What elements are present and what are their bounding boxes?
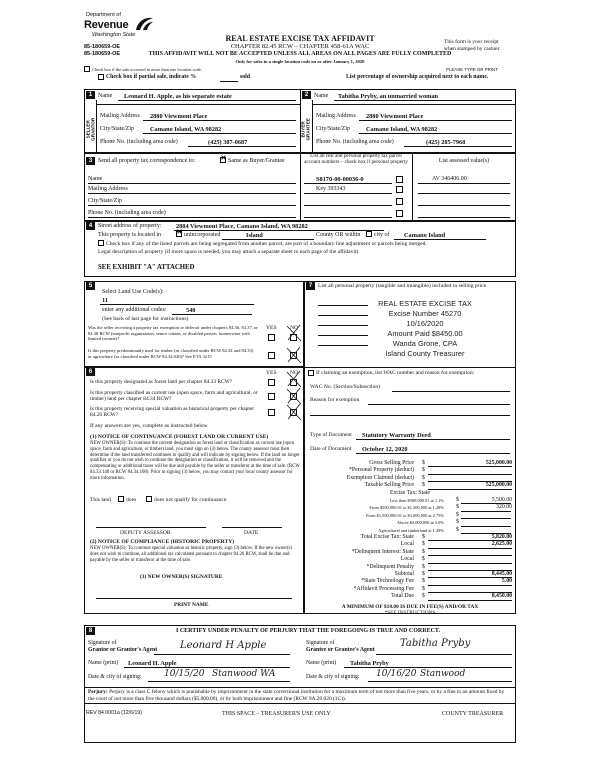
doc-date-value[interactable]: October 12, 2020 xyxy=(362,446,408,453)
section-3-number: 3 xyxy=(86,157,95,165)
form-id-2: 85-180659-OE xyxy=(84,51,121,57)
s6-q3-yes-checkbox[interactable] xyxy=(268,409,275,416)
assessed-underline-4[interactable] xyxy=(418,217,510,218)
s5-no-label: NO xyxy=(290,325,299,331)
s5-q1-yes-checkbox[interactable] xyxy=(268,334,275,341)
calc-row xyxy=(304,549,516,556)
additional-codes-label: enter any additional codes: xyxy=(102,307,167,313)
certify-statement: I CERTIFY UNDER PENALTY OF PERJURY THAT THE FOREGOING IS TRUE AND CORRECT. xyxy=(175,628,440,634)
s6-q2-text: Is this property classified as current use (open space, farm and agricultural, or timber) land per chapter 84.34 RCW? xyxy=(90,390,258,403)
parcel-personal-checkbox-4[interactable] xyxy=(396,210,403,217)
calc-row xyxy=(304,593,516,600)
divider xyxy=(96,104,300,105)
minimum-due-note: A MINIMUM OF $10.00 IS DUE IN FEE(S) AND/OR TAX xyxy=(341,604,479,610)
s5-q1-no-mark xyxy=(284,322,304,344)
perjury-text: Perjury is a class C felony which is punishable by imprisonment in the state correctional institution for a maximum term of not more than five years, or by a fine in an amount fixed by the court of not more than five thousand dollars ($5,000.00), or by both imprisonment and fine (RCW 9A.20.020 (1C)). xyxy=(88,689,505,702)
seller-mailing-label: Mailing Address xyxy=(100,113,140,119)
s6-yes-label: YES xyxy=(266,370,277,376)
s3-mailing-underline[interactable] xyxy=(88,193,296,194)
divider xyxy=(412,153,413,221)
buyer-city-value[interactable]: Camano Island, WA 98282 xyxy=(366,126,438,133)
segregated-label: Check box if any of the listed parcels are being segregated from another parcel, are part of a boundary line adjustment or parcels being merged. xyxy=(106,241,427,247)
s3-name-label: Name xyxy=(88,176,103,182)
calc-row-dollar: $ xyxy=(422,585,425,592)
county-or-within-label: County OR within xyxy=(316,232,361,238)
calc-row-label: From $1,500,000.01 to $3,000,000 at 2.75% xyxy=(366,512,444,518)
calc-row-value[interactable]: 8,445.00 xyxy=(491,571,512,577)
street-address-value[interactable]: 2884 Viewmont Place, Camano Island, WA 98282 xyxy=(176,223,308,230)
assessor-date-underline[interactable] xyxy=(222,527,282,528)
divider xyxy=(312,104,516,105)
city-of-checkbox[interactable] xyxy=(366,231,372,237)
calc-row-label: Taxable Selling Price xyxy=(364,482,414,489)
land-use-label: Select Land Use Code(s): xyxy=(102,289,164,295)
calc-row-value[interactable]: 8,450.00 xyxy=(491,593,512,600)
buyer-name-label: Name xyxy=(314,93,329,99)
calc-row-dollar: $ xyxy=(422,541,425,548)
s6-q1-yes-checkbox[interactable] xyxy=(268,379,275,386)
perjury-notice xyxy=(88,689,512,703)
calc-row-label: Total Due xyxy=(391,593,414,600)
divider xyxy=(84,703,516,704)
s3-mailing-label: Mailing Address xyxy=(88,186,128,192)
s5-yes-label: YES xyxy=(266,325,277,331)
additional-codes-value[interactable]: 540 xyxy=(186,307,196,314)
grantor-name-value[interactable]: Leonard H. Apple xyxy=(128,660,177,667)
segregated-checkbox[interactable] xyxy=(98,240,104,246)
city-of-label: city of xyxy=(374,232,390,238)
calc-row-label: Agricultural and timberland at 1.28% xyxy=(378,527,444,533)
seller-phone-label: Phone No. (including area code) xyxy=(100,139,178,145)
partial-sale-percent-field[interactable] xyxy=(220,81,238,82)
calc-row-dollar: $ xyxy=(422,548,425,555)
grantee-city-handwritten[interactable]: Stanwood xyxy=(420,669,466,679)
notice-2-title: (2) NOTICE OF COMPLIANCE (HISTORIC PROPERTY) xyxy=(90,539,235,545)
see-instructions-note: *SEE INSTRUCTIONS xyxy=(384,610,436,616)
calc-row xyxy=(304,586,516,593)
calc-row-dollar: $ xyxy=(456,511,459,518)
located-in-label: This property is located in xyxy=(98,232,161,238)
calc-row-label: *Delinquent Interest: State xyxy=(351,548,414,555)
grantor-date-city-label: Date & city of signing: xyxy=(88,674,142,680)
calc-row-dollar: $ xyxy=(456,497,459,503)
grantor-date-city-underline xyxy=(148,681,290,682)
same-as-buyer-check-mark: ✕ xyxy=(220,155,227,162)
assessed-underline-3[interactable] xyxy=(418,205,510,206)
section-4-number: 4 xyxy=(86,222,95,230)
seller-name-value[interactable]: Leonard H. Apple, as his separate estate xyxy=(124,93,232,100)
land-use-underline xyxy=(100,304,254,305)
calc-row-label: *State Technology Fee xyxy=(361,578,414,585)
calc-row xyxy=(304,460,516,467)
calc-row xyxy=(304,578,516,585)
divider xyxy=(300,153,301,221)
buyer-mailing-label: Mailing Address xyxy=(316,113,356,119)
s3-name-underline[interactable] xyxy=(88,183,296,184)
grantor-name-print-label: Name (print) xyxy=(88,660,119,666)
grantee-date-city-label: Date & city of signing: xyxy=(306,674,360,680)
calc-row xyxy=(304,556,516,563)
city-value[interactable]: Camano Island xyxy=(404,232,446,239)
s6-no-label: NO xyxy=(290,370,299,376)
calc-row-value[interactable]: 5,500.00 xyxy=(491,497,512,503)
street-address-label: Street address of property: xyxy=(98,223,162,229)
exemption-reason-label: Reason for exemption xyxy=(310,397,360,403)
notice-1-body: NEW OWNER(S): To continue the current designation as forest land or classification as current use (open space, farm and agriculture, or timber) land, you must sign on (3) below. The county assessor must then determine if the land transferred continues to qualify and will indicate by signing below. If the land no longer qualifies or you do not wish to continue the designation or classification, it will be removed and the compensating or additional taxes will be due and payable by the seller or transferor at the time of sale. (RCW 84.33.140 or RCW 84.34.108). Prior to signing (3) below, you may contact your local county assessor for more information. xyxy=(90,441,300,481)
grantee-signature-of-label: Signature of xyxy=(306,640,335,646)
s5-q1-text: Was the seller receiving a property tax exemption or deferral under chapters 84.36, 84.37, or 84.38 RCW (nonprofit organization, senior citizen, or disabled person, homeowner with limited income)? xyxy=(88,325,258,341)
calc-row-dollar: $ xyxy=(422,467,425,474)
buyer-phone-value[interactable]: (425) 205-7968 xyxy=(426,139,466,146)
parcel-underline-4[interactable] xyxy=(304,217,392,218)
calc-row-label: Less than $500,000.01 at 1.1% xyxy=(389,498,444,503)
s5-q2-yes-checkbox[interactable] xyxy=(268,352,275,359)
seller-city-label: City/State/Zip xyxy=(100,126,134,132)
calc-row-dollar: $ xyxy=(422,482,425,489)
grantee-signature-underline xyxy=(376,654,512,655)
calc-row-value[interactable]: 525,000.00 xyxy=(485,482,512,489)
multiple-location-label: Check box if the sale occurred in more than one location code. xyxy=(92,67,202,72)
grantor-signature[interactable]: Leonard H Apple xyxy=(180,640,267,651)
partial-sale-label: Check box if partial sale, indicate % xyxy=(106,74,197,80)
grantor-agent-label: Grantor or Grantor's Agent xyxy=(88,647,158,653)
calc-row-value[interactable]: 320.00 xyxy=(496,504,512,511)
see-back-note: (See back of last page for instructions) xyxy=(102,316,189,322)
divider xyxy=(312,100,313,153)
divider xyxy=(84,687,516,688)
calc-row-dollar: $ xyxy=(422,593,425,600)
s6-q3-no-mark xyxy=(284,401,304,423)
form-title: REAL ESTATE EXCISE TAX AFFIDAVIT xyxy=(225,34,375,43)
assessor-date-label: DATE xyxy=(244,530,259,536)
calc-row-label: *Personal Property (deduct) xyxy=(348,467,414,474)
calc-row xyxy=(304,527,516,534)
parcel-personal-checkbox-3[interactable] xyxy=(396,198,403,205)
unincorporated-check-mark: ✕ xyxy=(176,229,183,236)
deputy-assessor-label: DEPUTY ASSESSOR xyxy=(120,530,171,536)
seller-city-value[interactable]: Camano Island, WA 98282 xyxy=(150,126,222,133)
does-not-qualify-checkbox[interactable] xyxy=(146,496,152,502)
s3-phone-label: Phone No. (including area code) xyxy=(88,210,166,216)
section-1-number: 1 xyxy=(86,91,95,99)
dor-logo xyxy=(84,10,164,42)
notice-2-body: NEW OWNER(S): To continue special valuation as historic property, sign (3) below. If the new owner(s) does not wish to continue, all additional tax calculated pursuant to chapter 84.26 RCW, shall be due and payable by the seller or transferor at the time of sale. xyxy=(90,546,293,563)
calc-row xyxy=(304,519,516,526)
s6-q3-text: Is this property receiving special valuation as historical property per chapter 84.26 RCW? xyxy=(90,406,255,419)
stamp-line-3: 10/16/2020 xyxy=(406,319,444,328)
this-land-label: This land xyxy=(90,497,111,503)
parcel-underline-3[interactable] xyxy=(304,205,392,206)
grantor-signature-of-label: Signature of xyxy=(88,640,117,646)
stamp-line-4: Amount Paid $8450.00 xyxy=(387,329,463,338)
calc-row xyxy=(304,475,516,482)
stamp-line-2: Excise Number 45270 xyxy=(388,309,462,318)
logo-dept-text: Department of xyxy=(86,12,121,18)
calc-row xyxy=(304,497,516,504)
s3-city-underline[interactable] xyxy=(88,205,296,206)
ownership-note: List percentage of ownership acquired next to each name. xyxy=(346,74,489,80)
assessed-underline-2[interactable] xyxy=(418,193,510,194)
buyer-phone-label: Phone No. (including area code) xyxy=(316,139,394,145)
calc-row-label: Local xyxy=(400,541,414,548)
county-treasurer-label: COUNTY TREASURER xyxy=(442,711,504,717)
s3-phone-underline[interactable] xyxy=(88,217,296,218)
receipt-note-2: when stamped by cashier. xyxy=(444,46,501,52)
deputy-assessor-underline[interactable] xyxy=(96,527,206,528)
calc-row xyxy=(304,490,516,497)
logo-revenue-text: Revenue xyxy=(84,19,129,31)
form-chapter: CHAPTER 82.45 RCW – CHAPTER 458-61A WAC xyxy=(230,43,370,50)
partial-sale-sold: sold xyxy=(240,74,250,80)
calc-row-value[interactable]: 2,625.00 xyxy=(491,541,512,548)
calc-row-dollar: $ xyxy=(422,571,425,577)
calc-row-dollar: $ xyxy=(422,578,425,585)
doc-type-label: Type of Document xyxy=(310,432,352,438)
calc-row-dollar: $ xyxy=(422,474,425,481)
legal-description-value[interactable]: SEE EXHIBIT "A" ATTACHED xyxy=(98,264,195,271)
treasurer-stamp xyxy=(360,300,490,360)
doc-type-value[interactable]: Statutory Warranty Deed xyxy=(362,432,431,439)
section-2-number: 2 xyxy=(302,91,311,99)
calc-row xyxy=(304,541,516,548)
calc-row-dollar: $ xyxy=(456,519,459,526)
doc-date-label: Date of Document xyxy=(310,446,352,452)
seller-name-label: Name xyxy=(98,93,113,99)
divider xyxy=(304,367,516,368)
grantee-date-city-underline xyxy=(368,681,512,682)
seller-phone-value[interactable]: (425) 387-0687 xyxy=(208,139,248,146)
same-as-buyer-label: Same as Buyer/Grantee xyxy=(228,158,285,164)
exemption-reason-underline-1[interactable] xyxy=(368,404,510,405)
calc-row xyxy=(304,512,516,519)
calc-row-dollar: $ xyxy=(422,563,425,570)
calc-row-dollar: $ xyxy=(456,526,459,533)
send-correspondence-label: Send all property tax correspondence to: xyxy=(98,158,196,164)
calc-row-label: Total Excise Tax: State xyxy=(360,534,414,540)
type-print-note: PLEASE TYPE OR PRINT xyxy=(446,67,498,72)
parcel-personal-checkbox-1[interactable] xyxy=(396,176,403,183)
print-name-label: PRINT NAME xyxy=(174,602,209,608)
form-warning: THIS AFFIDAVIT WILL NOT BE ACCEPTED UNLESS ALL AREAS ON ALL PAGES ARE FULLY COMPLETED xyxy=(148,51,452,57)
calc-row-label: Exemption Claimed (deduct) xyxy=(346,474,414,481)
personal-property-label: List all personal property (tangible and intangible) included in selling price. xyxy=(318,283,488,289)
grantor-city-handwritten[interactable]: Stanwood WA xyxy=(212,669,276,679)
seller-side-label: SELLER GRANTOR xyxy=(85,117,96,141)
calc-row-label: Excise Tax: State xyxy=(389,489,430,496)
s3-city-label: City/State/Zip xyxy=(88,198,122,204)
wac-label: WAC No. (Section/Subsection) xyxy=(310,384,381,390)
logo-state-text: Washington State xyxy=(92,32,136,38)
calc-row-label: *Affidavit Processing Fee xyxy=(353,585,414,592)
does-qualify-checkbox[interactable] xyxy=(118,496,124,502)
calc-row-label: From $500,000.01 to $1,500,000 at 1.28% xyxy=(369,505,444,511)
section-8-number: 8 xyxy=(86,627,95,635)
grantor-date-handwritten[interactable]: 10/15/20 xyxy=(164,669,205,679)
grantee-name-value[interactable]: Tabitha Pryby xyxy=(350,660,389,667)
calc-row xyxy=(304,534,516,541)
buyer-city-label: City/State/Zip xyxy=(316,126,350,132)
buyer-mailing-value[interactable]: 2880 Viewmont Place xyxy=(366,113,424,120)
stamp-line-6: Island County Treasurer xyxy=(385,349,465,358)
calc-row-dollar: $ xyxy=(422,534,425,540)
calc-row xyxy=(304,467,516,474)
grantor-signature-underline xyxy=(154,654,290,655)
land-use-value[interactable]: 11 xyxy=(102,297,108,304)
calc-row-label: Gross Selling Price xyxy=(369,460,414,466)
logo-swoosh-icon xyxy=(134,16,154,32)
calc-row-dollar: $ xyxy=(456,504,459,511)
does-not-label: does not qualify for continuance. xyxy=(154,497,228,503)
assessed-value[interactable]: AV 346406.00 xyxy=(432,176,467,182)
claim-exemption-label: If claiming an exemption, list WAC number and reason for exemption: xyxy=(316,370,475,376)
calc-row xyxy=(304,482,516,489)
county-underline xyxy=(222,239,314,240)
calc-row-label: Subtotal xyxy=(394,571,414,577)
legal-description-label: Legal description of property (if more space is needed, you may attach a separate sheet to each page of the affidavit) xyxy=(98,249,359,255)
wac-underline[interactable] xyxy=(392,391,510,392)
exemption-reason-underline-2[interactable] xyxy=(310,415,510,416)
parcel-number-value[interactable]: S8170-00-00036-0 xyxy=(316,176,364,183)
form-revision: REV 84 0001a (12/6/19) xyxy=(86,710,142,716)
perjury-label: Perjury: xyxy=(88,689,108,695)
county-value[interactable]: Island xyxy=(246,232,263,239)
s5-q2-no-mark xyxy=(284,344,304,366)
receipt-note-1: This form is your receipt xyxy=(444,39,499,45)
calc-row xyxy=(304,504,516,511)
section-5-number: 5 xyxy=(86,282,95,290)
buyer-name-value[interactable]: Tabitha Pryby, an unmarried woman xyxy=(338,93,439,100)
calc-row-value[interactable]: 5,820.00 xyxy=(491,534,512,540)
notice-1-title: (1) NOTICE OF CONTINUANCE (FOREST LAND OR CURRENT USE) xyxy=(90,434,269,440)
form-only-for: Only for sales in a single location code on or after January 1, 2020 xyxy=(235,59,365,64)
stamp-line-5: Wanda Grone, CPA xyxy=(392,339,458,348)
multiple-location-checkbox[interactable] xyxy=(84,66,90,72)
unincorporated-label: unincorporated xyxy=(184,232,221,238)
additional-codes-underline xyxy=(172,314,252,315)
calc-row-dollar: $ xyxy=(422,556,425,563)
new-owner-signature-underline[interactable] xyxy=(96,598,292,599)
grantee-name-print-label: Name (print) xyxy=(306,660,337,666)
stamp-line-1: REAL ESTATE EXCISE TAX xyxy=(378,299,472,308)
s6-q1-text: Is this property designated as forest land per chapter 84.33 RCW? xyxy=(90,379,233,385)
treasurer-use-only: THIS SPACE – TREASURER'S USE ONLY xyxy=(222,711,331,717)
calc-row-label: Local xyxy=(400,556,414,563)
calc-row-label: *Delinquent Penalty xyxy=(366,563,414,570)
calc-row-label: Above $3,000,000 at 3.0% xyxy=(396,520,444,526)
calc-row-dollar: $ xyxy=(422,460,425,466)
calc-row xyxy=(304,571,516,578)
assessed-value-label: List assessed value(s) xyxy=(438,158,490,164)
buyer-side-label: BUYER GRANTEE xyxy=(300,118,311,141)
tax-calculation-table xyxy=(304,460,516,600)
list-parcels-label: List all real and personal property tax parcel account numbers – check box if personal property xyxy=(304,153,408,165)
assessed-underline-1 xyxy=(418,183,510,184)
s6-if-yes: If any answers are yes, complete as instructed below. xyxy=(90,423,209,429)
section-7-number: 7 xyxy=(306,282,315,290)
does-label: does xyxy=(126,497,137,503)
parcel-key-value[interactable]: Key 393343 xyxy=(316,186,346,192)
partial-sale-checkbox[interactable] xyxy=(98,74,104,80)
form-id-1: 85-180659-OE xyxy=(84,44,121,50)
parcel-personal-checkbox-2[interactable] xyxy=(396,186,403,193)
calc-row-value[interactable]: 525,000.00 xyxy=(485,460,512,466)
grantee-agent-label: Grantee or Grantee's Agent xyxy=(306,647,375,653)
calc-row-value[interactable]: 5.00 xyxy=(501,578,512,585)
grantee-date-handwritten[interactable]: 10/16/20 xyxy=(376,669,417,679)
new-owner-signature-label: (3) NEW OWNER(S) SIGNATURE xyxy=(140,574,223,580)
s6-q2-yes-checkbox[interactable] xyxy=(268,393,275,400)
section-6-number: 6 xyxy=(86,368,95,376)
s5-q2-text: Is this property predominantly used for timber (as classified under RCW 84.34 and 84.33) or agriculture (as classified under RCW 84.34.020)? See ETA 3215 xyxy=(88,348,254,359)
claim-exemption-checkbox[interactable] xyxy=(308,370,314,376)
parcel-underline-2 xyxy=(304,193,392,194)
seller-mailing-value[interactable]: 2880 Viewmont Place xyxy=(150,113,208,120)
calc-row xyxy=(304,564,516,571)
grantee-signature[interactable]: Tabitha Pryby xyxy=(400,638,471,649)
